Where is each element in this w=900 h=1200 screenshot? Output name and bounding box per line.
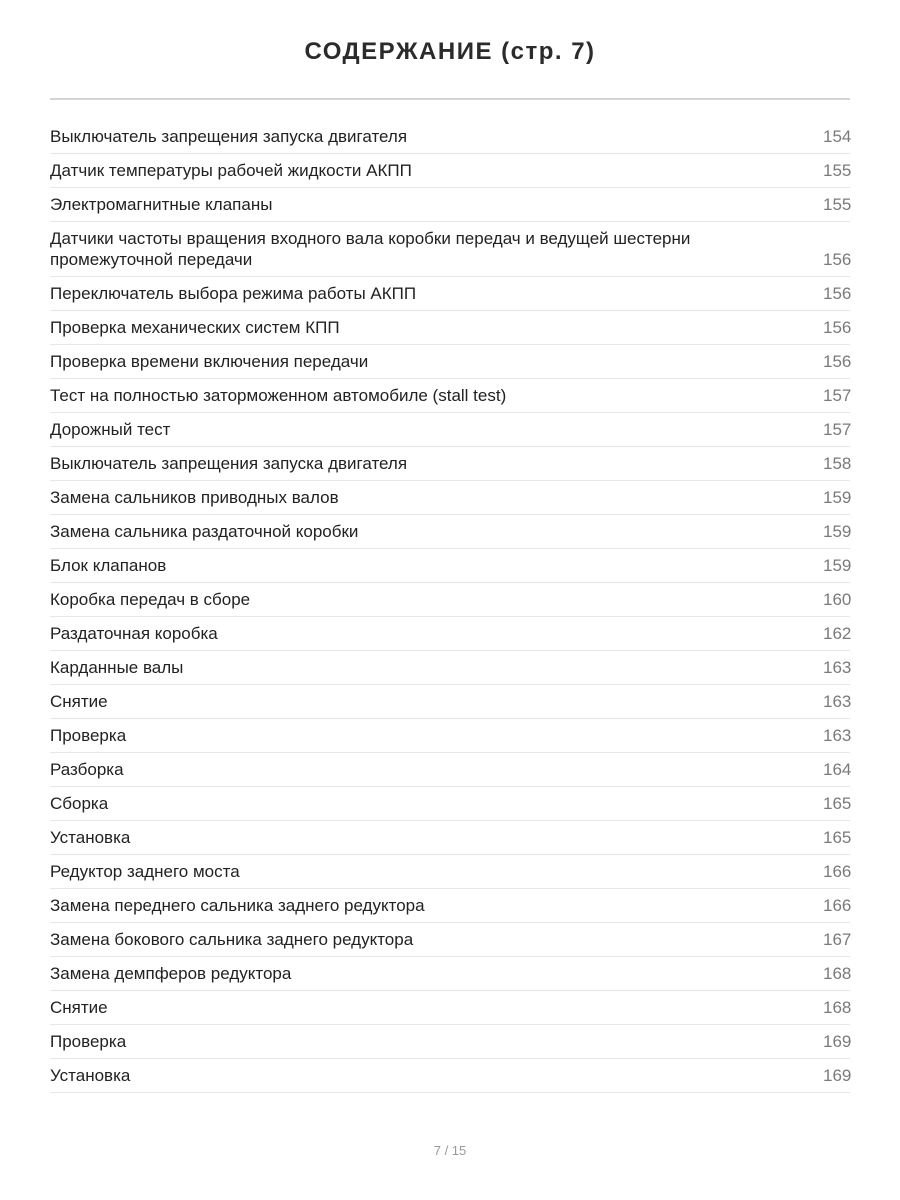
- toc-entry-title[interactable]: Проверка: [50, 1032, 127, 1051]
- toc-entry-title[interactable]: Датчик температуры рабочей жидкости АКПП: [50, 161, 412, 180]
- toc-entry-page-number[interactable]: 154: [823, 127, 852, 146]
- toc-entry-page-number[interactable]: 169: [823, 1032, 852, 1051]
- toc-entry-title[interactable]: Выключатель запрещения запуска двигателя: [50, 127, 408, 146]
- toc-entry-page-number[interactable]: 159: [823, 522, 852, 541]
- toc-entry-title[interactable]: Замена переднего сальника заднего редуктора: [50, 896, 425, 915]
- toc-entry[interactable]: [50, 753, 850, 787]
- toc-entry[interactable]: [50, 583, 850, 617]
- toc-entry-title[interactable]: Блок клапанов: [50, 556, 167, 575]
- toc-entry-page-number[interactable]: 155: [823, 161, 852, 180]
- toc-entry-page-number[interactable]: 168: [823, 964, 852, 983]
- title-divider: [50, 98, 850, 100]
- toc-entry[interactable]: [50, 991, 850, 1025]
- toc-entry[interactable]: [50, 345, 850, 379]
- toc-entry[interactable]: [50, 617, 850, 651]
- toc-entry[interactable]: [50, 277, 850, 311]
- toc-entry-page-number[interactable]: 156: [823, 284, 852, 303]
- toc-entry-page-number[interactable]: 158: [823, 454, 852, 473]
- toc-entry[interactable]: [50, 188, 850, 222]
- toc-entry-page-number[interactable]: 157: [823, 420, 852, 439]
- toc-entry[interactable]: [50, 447, 850, 481]
- toc-entry-page-number[interactable]: 167: [823, 930, 852, 949]
- toc-entry-title[interactable]: Раздаточная коробка: [50, 624, 218, 643]
- toc-entry-page-number[interactable]: 163: [823, 658, 852, 677]
- toc-entry-page-number[interactable]: 166: [823, 896, 852, 915]
- toc-entry[interactable]: [50, 855, 850, 889]
- toc-entry[interactable]: [50, 154, 850, 188]
- toc-entry[interactable]: [50, 685, 850, 719]
- toc-entry-page-number[interactable]: 155: [823, 195, 852, 214]
- toc-entry[interactable]: [50, 821, 850, 855]
- toc-entry-title[interactable]: Выключатель запрещения запуска двигателя: [50, 454, 408, 473]
- toc-entry-title[interactable]: Проверка времени включения передачи: [50, 352, 369, 371]
- toc-entry-title[interactable]: Коробка передач в сборе: [50, 590, 251, 609]
- toc-entry-page-number[interactable]: 163: [823, 692, 852, 711]
- toc-entry-page-number[interactable]: 156: [823, 250, 852, 269]
- toc-entry-title[interactable]: Электромагнитные клапаны: [50, 195, 273, 214]
- toc-entry-page-number[interactable]: 165: [823, 794, 852, 813]
- toc-entry-title[interactable]: Проверка механических систем КПП: [50, 318, 340, 337]
- toc-entry-page-number[interactable]: 169: [823, 1066, 852, 1085]
- toc-entry[interactable]: [50, 923, 850, 957]
- toc-entry-title[interactable]: Сборка: [50, 794, 109, 813]
- toc-entry-page-number[interactable]: 156: [823, 352, 852, 371]
- toc-entry-page-number[interactable]: 159: [823, 556, 852, 575]
- toc-entry-page-number[interactable]: 160: [823, 590, 852, 609]
- toc-entry-page-number[interactable]: 162: [823, 624, 852, 643]
- toc-entry-title[interactable]: Редуктор заднего моста: [50, 862, 240, 881]
- toc-entry[interactable]: [50, 222, 850, 277]
- toc-entry-title[interactable]: Переключатель выбора режима работы АКПП: [50, 284, 417, 303]
- toc-entry[interactable]: [50, 957, 850, 991]
- toc-entry-title[interactable]: Снятие: [50, 692, 108, 711]
- toc-entry-title[interactable]: Замена сальника раздаточной коробки: [50, 522, 359, 541]
- toc-entry[interactable]: [50, 515, 850, 549]
- toc-entry-title[interactable]: Тест на полностью заторможенном автомобиле (stall test): [50, 386, 507, 405]
- toc-entry[interactable]: [50, 481, 850, 515]
- toc-entry-title[interactable]: Установка: [50, 1066, 131, 1085]
- toc-entry-page-number[interactable]: 166: [823, 862, 852, 881]
- toc-entry-page-number[interactable]: 165: [823, 828, 852, 847]
- toc-entry-title[interactable]: Разборка: [50, 760, 124, 779]
- toc-entry[interactable]: [50, 413, 850, 447]
- toc-entry[interactable]: [50, 120, 850, 154]
- toc-entry-title[interactable]: Снятие: [50, 998, 108, 1017]
- toc-entry-page-number[interactable]: 164: [823, 760, 852, 779]
- toc-entry-page-number[interactable]: 163: [823, 726, 852, 745]
- toc-entry[interactable]: [50, 1059, 850, 1093]
- toc-entry-title[interactable]: Дорожный тест: [50, 420, 171, 439]
- toc-entry-title[interactable]: Замена демпферов редуктора: [50, 964, 292, 983]
- page-indicator: 7 / 15: [433, 1143, 467, 1158]
- toc-entry-title[interactable]: Замена бокового сальника заднего редуктора: [50, 930, 414, 949]
- toc-entry-page-number[interactable]: 157: [823, 386, 852, 405]
- toc-entry-title[interactable]: Установка: [50, 828, 131, 847]
- toc-entry-title[interactable]: Карданные валы: [50, 658, 184, 677]
- toc-entry-title[interactable]: Проверка: [50, 726, 127, 745]
- toc-entry-title[interactable]: Замена сальников приводных валов: [50, 488, 339, 507]
- toc-entry-page-number[interactable]: 159: [823, 488, 852, 507]
- toc-entry[interactable]: [50, 379, 850, 413]
- toc-entry[interactable]: [50, 1025, 850, 1059]
- table-of-contents: [50, 120, 850, 1093]
- toc-entry[interactable]: [50, 549, 850, 583]
- toc-entry-title[interactable]: Датчики частоты вращения входного вала коробки передач и ведущей шестерни промежуточной передачи: [50, 229, 691, 269]
- toc-entry-page-number[interactable]: 168: [823, 998, 852, 1017]
- page-title: СОДЕРЖАНИЕ (стр. 7): [304, 38, 596, 65]
- toc-entry-page-number[interactable]: 156: [823, 318, 852, 337]
- toc-entry[interactable]: [50, 311, 850, 345]
- toc-entry[interactable]: [50, 719, 850, 753]
- toc-entry[interactable]: [50, 787, 850, 821]
- toc-entry[interactable]: [50, 651, 850, 685]
- toc-entry[interactable]: [50, 889, 850, 923]
